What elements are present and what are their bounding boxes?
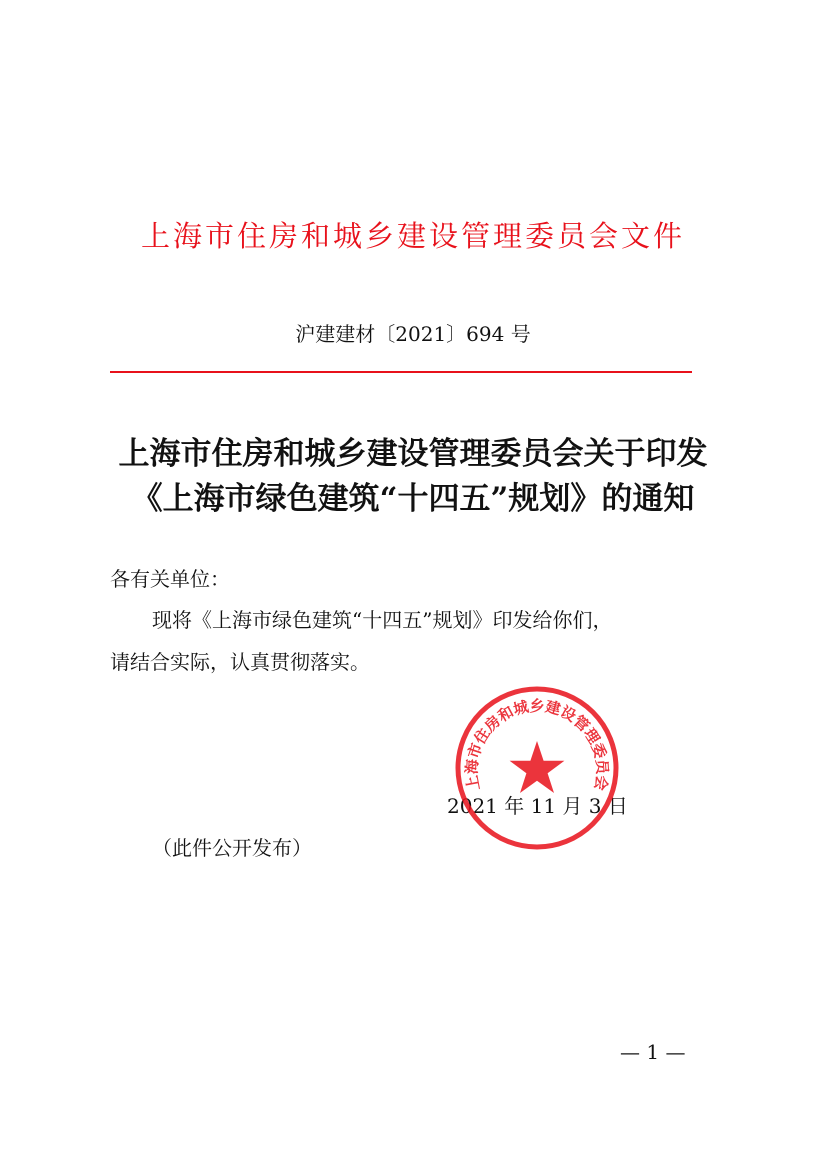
document-title-line-1: 上海市住房和城乡建设管理委员会关于印发 [118,436,708,472]
seal-text: 上海市住房和城乡建设管理委员会 [462,697,612,792]
body-paragraph-line-2: 请结合实际，认真贯彻落实。 [110,650,370,674]
publish-note: （此件公开发布） [152,836,312,860]
document-number: 沪建建材〔2021〕694 号 [295,322,531,346]
page-number: — 1 — [620,1040,686,1064]
official-seal [454,685,620,851]
red-divider [110,371,692,373]
document-title-line-2: 《上海市绿色建筑“十四五”规划》的通知 [131,481,695,517]
issue-date: 2021 年 11 月 3 日 [447,794,628,818]
salutation: 各有关单位： [110,567,230,591]
agency-header: 上海市住房和城乡建设管理委员会文件 [140,219,685,253]
body-paragraph-line-1: 现将《上海市绿色建筑“十四五”规划》印发给你们， [152,608,613,632]
star-icon [510,741,565,793]
